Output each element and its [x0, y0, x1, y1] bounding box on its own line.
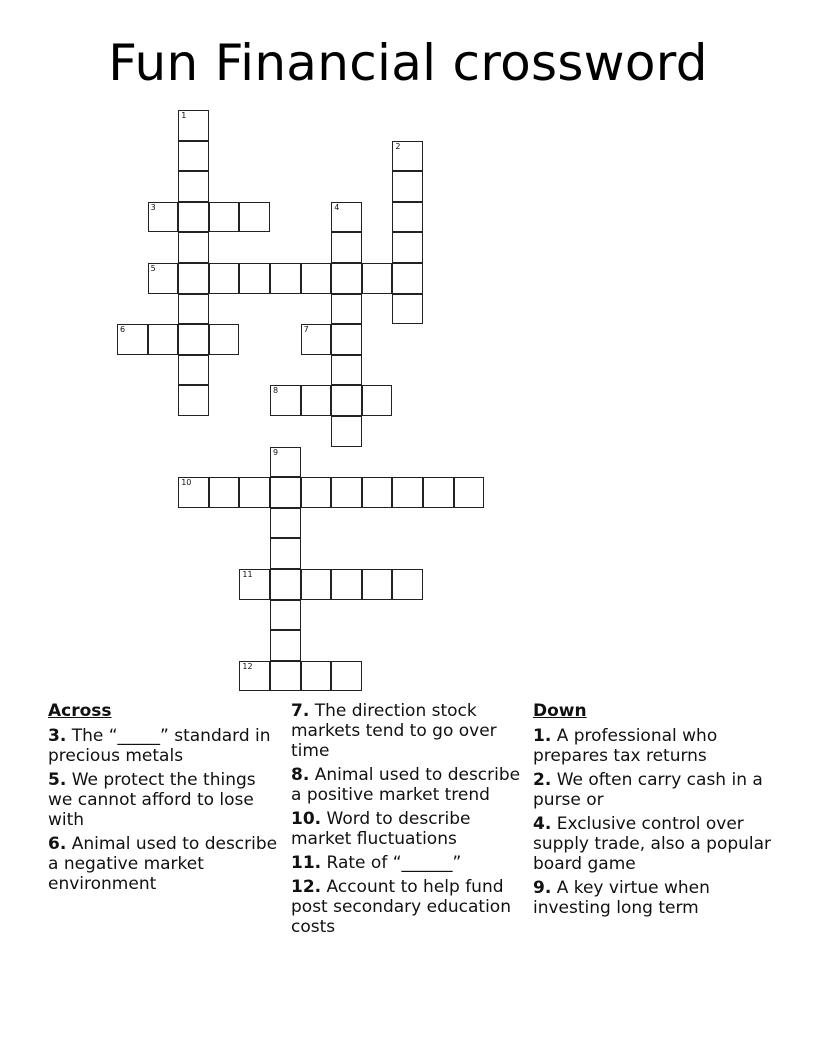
- grid-cell[interactable]: [148, 263, 179, 294]
- clue-number: 6.: [48, 834, 67, 854]
- clue-text: The “_____” standard in precious metals: [48, 726, 271, 766]
- grid-cell[interactable]: [239, 263, 270, 294]
- clue-down-1: [533, 726, 773, 766]
- grid-cell[interactable]: [270, 385, 301, 416]
- grid-cell[interactable]: [392, 202, 423, 233]
- grid-cell[interactable]: [270, 263, 301, 294]
- grid-cell[interactable]: [239, 661, 270, 692]
- grid-cell[interactable]: [270, 447, 301, 478]
- grid-cell[interactable]: [301, 263, 332, 294]
- clue-down-4: [533, 814, 773, 874]
- clue-number: 8.: [291, 765, 310, 785]
- grid-cell[interactable]: [178, 324, 209, 355]
- clue-text: Account to help fund post secondary education costs: [291, 877, 511, 937]
- grid-cell[interactable]: [392, 141, 423, 172]
- grid-cell[interactable]: [331, 232, 362, 263]
- grid-cell[interactable]: [331, 263, 362, 294]
- grid-cell[interactable]: [178, 232, 209, 263]
- clue-number: 3.: [48, 726, 67, 746]
- clues-column-2: [291, 701, 523, 941]
- grid-cell[interactable]: [209, 263, 240, 294]
- grid-cell[interactable]: [239, 202, 270, 233]
- grid-cell[interactable]: [209, 324, 240, 355]
- grid-cell[interactable]: [362, 263, 393, 294]
- grid-cell[interactable]: [301, 569, 332, 600]
- grid-cell[interactable]: [392, 477, 423, 508]
- clue-down-2: [533, 770, 773, 810]
- grid-cell[interactable]: [178, 385, 209, 416]
- clue-number-label: 1: [181, 111, 187, 120]
- clue-number-label: 10: [181, 478, 192, 488]
- clue-number: 7.: [291, 701, 310, 721]
- clue-number-label: 7: [303, 325, 309, 335]
- clue-across-7: [291, 701, 523, 761]
- grid-cell[interactable]: [270, 477, 301, 508]
- grid-cell[interactable]: [270, 569, 301, 600]
- clue-across-8: [291, 765, 523, 805]
- clue-text: Animal used to describe a negative market environment: [48, 834, 278, 894]
- grid-cell[interactable]: [331, 477, 362, 508]
- clue-number: 1.: [533, 726, 552, 746]
- across-heading: Across: [48, 701, 112, 721]
- grid-cell[interactable]: [148, 202, 179, 233]
- clue-number: 2.: [533, 770, 552, 790]
- clue-number-label: 2: [395, 141, 401, 151]
- clue-across-11: [291, 853, 523, 873]
- grid-cell[interactable]: [301, 477, 332, 508]
- clue-number-label: 8: [273, 386, 279, 396]
- grid-cell[interactable]: [331, 661, 362, 692]
- clue-number: 10.: [291, 809, 322, 829]
- clue-number-label: 12: [242, 661, 253, 671]
- grid-cell[interactable]: [270, 600, 301, 631]
- clue-text: We often carry cash in a purse or: [533, 770, 763, 810]
- grid-cell[interactable]: [117, 324, 148, 355]
- grid-cell[interactable]: [362, 569, 393, 600]
- grid-cell[interactable]: [270, 538, 301, 569]
- grid-cell[interactable]: [301, 661, 332, 692]
- clue-number: 11.: [291, 853, 322, 873]
- grid-cell[interactable]: [392, 171, 423, 202]
- grid-cell[interactable]: [331, 416, 362, 447]
- clue-number: 5.: [48, 770, 67, 790]
- page-title: Fun Financial crossword: [108, 34, 708, 92]
- grid-cell[interactable]: [392, 232, 423, 263]
- grid-cell[interactable]: [239, 477, 270, 508]
- down-heading: Down: [533, 701, 587, 721]
- clue-number: 12.: [291, 877, 322, 897]
- clue-across-5: [48, 770, 278, 830]
- grid-cell[interactable]: [362, 385, 393, 416]
- clues-column-1: [48, 701, 278, 898]
- clue-down-9: [533, 878, 773, 918]
- grid-cell[interactable]: [209, 477, 240, 508]
- grid-cell[interactable]: [331, 385, 362, 416]
- clue-text: Word to describe market fluctuations: [291, 809, 471, 849]
- clue-number: 9.: [533, 878, 552, 898]
- grid-cell[interactable]: [178, 477, 209, 508]
- grid-cell[interactable]: [270, 508, 301, 539]
- clue-number-label: 4: [334, 202, 340, 212]
- clue-text: Exclusive control over supply trade, also a popular board game: [533, 814, 772, 874]
- grid-cell[interactable]: [178, 263, 209, 294]
- clue-number-label: 11: [242, 570, 253, 579]
- grid-cell[interactable]: [301, 385, 332, 416]
- grid-cell[interactable]: [178, 202, 209, 233]
- grid-cell[interactable]: [301, 324, 332, 355]
- clue-across-6: [48, 834, 278, 894]
- clue-number-label: 9: [273, 447, 279, 457]
- grid-cell[interactable]: [209, 202, 240, 233]
- grid-cell[interactable]: [178, 355, 209, 386]
- grid-cell[interactable]: [178, 110, 209, 141]
- grid-cell[interactable]: [331, 324, 362, 355]
- grid-cell[interactable]: [331, 294, 362, 325]
- grid-cell[interactable]: [178, 294, 209, 325]
- clue-number-label: 5: [150, 264, 156, 273]
- clue-across-3: [48, 726, 278, 766]
- grid-cell[interactable]: [331, 202, 362, 233]
- grid-cell[interactable]: [392, 294, 423, 325]
- grid-cell[interactable]: [331, 569, 362, 600]
- grid-cell[interactable]: [392, 569, 423, 600]
- grid-cell[interactable]: [362, 477, 393, 508]
- clue-text: Animal used to describe a positive market trend: [291, 765, 521, 805]
- grid-cell[interactable]: [178, 171, 209, 202]
- grid-cell[interactable]: [270, 661, 301, 692]
- clue-text: Rate of “______”: [326, 853, 462, 873]
- clues-column-3: [533, 701, 773, 922]
- clue-text: A key virtue when investing long term: [533, 878, 710, 918]
- grid-cell[interactable]: [178, 141, 209, 172]
- grid-cell[interactable]: [148, 324, 179, 355]
- grid-cell[interactable]: [331, 355, 362, 386]
- grid-cell[interactable]: [392, 263, 423, 294]
- clue-text: A professional who prepares tax returns: [533, 726, 718, 766]
- grid-cell[interactable]: [423, 477, 454, 508]
- clue-number-label: 6: [120, 325, 126, 335]
- clue-number: 4.: [533, 814, 552, 834]
- clue-across-10: [291, 809, 523, 849]
- clue-number-label: 3: [150, 202, 156, 212]
- grid-cell[interactable]: [239, 569, 270, 600]
- clue-text: The direction stock markets tend to go over time: [291, 701, 497, 761]
- grid-cell[interactable]: [454, 477, 485, 508]
- clue-text: We protect the things we cannot afford to lose with: [48, 770, 256, 830]
- clue-across-12: [291, 877, 523, 937]
- grid-cell[interactable]: [270, 630, 301, 661]
